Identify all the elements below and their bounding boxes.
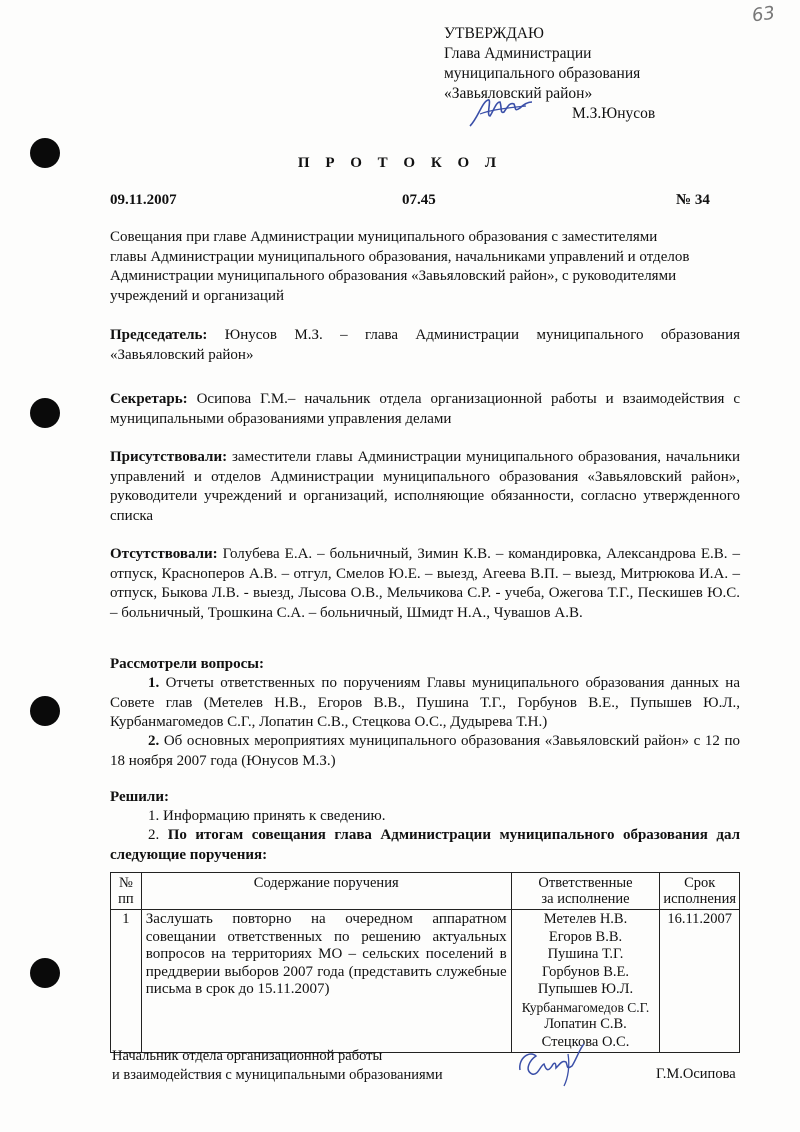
responsible-person: Горбунов В.Е. <box>542 963 629 980</box>
row-number: 1 <box>111 910 142 1053</box>
chairman-text: Юнусов М.З. – глава Администрации муниципального образования «Завьяловский район» <box>110 327 740 363</box>
header-content: Содержание поручения <box>141 873 511 910</box>
protocol-subject: Совещания при главе Администрации муниципального образования с заместителями главы Администрации муниципального образования, начальниками управлений и отделов Администрации муниципального образования «Завьяловский район», с руководителями учреждений и организаций <box>110 229 690 304</box>
footer-position <box>112 1047 443 1085</box>
header-resp-line: за исполнение <box>541 891 630 907</box>
secretary-text: Осипова Г.М.– начальник отдела организационной работы и взаимодействия с муниципальными образованиями управления делами <box>110 391 740 427</box>
row-responsible <box>511 910 660 1053</box>
decided-heading: Решили: <box>110 789 169 805</box>
approval-line: «Завьяловский район» <box>444 85 593 102</box>
considered-item-2 <box>110 732 740 771</box>
responsible-person: Курбанмагомедов С.Г. <box>521 999 650 1015</box>
absent-text: Голубева Е.А. – больничный, Зимин К.В. – командировка, Александрова Е.В. – отпуск, Красноперов А.В. – отгул, Смелов Ю.Е. – выезд, Агеева В.П. – выезд, Митрюкова И.А. – отпуск, Быкова Л.В. - выезд, Лысова О.В., Мельчикова С.Р. - учеба, Ожегова Т.Г., Пескишев Ю.С. – больничный, Трошкина С.А. – больничный, Шмидт Н.А., Чувашов А.В. <box>110 546 740 621</box>
considered-item-1 <box>110 674 740 733</box>
considered-item-2-text: Об основных мероприятиях муниципального образования «Завьяловский район» с 12 по 18 ноября 2007 года (Юнусов М.З.) <box>110 733 740 769</box>
header-no-line: пп <box>118 891 134 907</box>
row-term: 16.11.2007 <box>660 910 740 1053</box>
table-header-row <box>111 873 740 910</box>
protocol-number: № 34 <box>676 192 710 208</box>
table-row <box>111 910 740 1053</box>
signature-icon <box>510 1040 590 1088</box>
responsible-person: Метелев Н.В. <box>543 911 628 927</box>
header-resp-line: Ответственные <box>538 875 633 891</box>
decided-item-2 <box>110 826 740 865</box>
tasks-table <box>110 872 740 1053</box>
binder-hole <box>30 398 60 428</box>
responsible-person: Лопатин С.В. <box>544 1016 627 1032</box>
absent-paragraph <box>110 545 740 623</box>
footer-line: и взаимодействия с муниципальными образованиями <box>112 1067 443 1083</box>
page-number: 63 <box>750 2 777 27</box>
present-paragraph <box>110 448 740 526</box>
considered-heading: Рассмотрели вопросы: <box>110 656 265 672</box>
chairman-label: Председатель: <box>110 327 208 343</box>
secretary-label: Секретарь: <box>110 391 188 407</box>
considered-item-1-number: 1. <box>148 675 160 691</box>
responsible-person: Стецкова О.С. <box>541 1033 630 1050</box>
approval-line: Глава Администрации <box>444 45 592 62</box>
header-no <box>111 873 142 910</box>
approval-line: муниципального образования <box>444 65 641 82</box>
absent-label: Отсутствовали: <box>110 546 218 562</box>
decided-item-2-number: 2. <box>148 827 160 843</box>
header-term <box>660 873 740 910</box>
footer-signer: Г.М.Осипова <box>656 1066 736 1082</box>
present-label: Присутствовали: <box>110 449 228 465</box>
considered-item-2-number: 2. <box>148 733 160 749</box>
responsible-person: Пупышев Ю.Л. <box>537 981 634 997</box>
present-text: заместители главы Администрации муниципального образования, начальники управлений и отделов Администрации муниципального образования «Завьяловский район», руководители учреждений и организаций, исполняющие обязанности, согласно утвержденного списка <box>110 449 740 524</box>
header-no-line: № <box>118 875 133 891</box>
secretary-paragraph <box>110 390 740 429</box>
header-term-line: исполнения <box>663 891 736 907</box>
signature-icon <box>466 92 536 132</box>
footer-line: Начальник отдела организационной работы <box>112 1048 383 1064</box>
chairman-paragraph <box>110 326 740 365</box>
binder-hole <box>30 696 60 726</box>
protocol-date: 09.11.2007 <box>110 192 177 208</box>
responsible-person: Егоров В.В. <box>548 928 623 945</box>
approval-line: УТВЕРЖДАЮ <box>444 25 544 42</box>
decided-item-2-text: По итогам совещания глава Администрации муниципального образования дал следующие поручения: <box>110 827 740 863</box>
approval-signer: М.З.Юнусов <box>572 105 656 122</box>
responsible-person: Пушина Т.Г. <box>547 946 624 962</box>
header-term-line: Срок <box>684 875 716 891</box>
decided-item-1: 1. Информацию принять к сведению. <box>148 808 386 824</box>
binder-hole <box>30 958 60 988</box>
protocol-code: 07.45 <box>402 192 436 208</box>
header-responsible <box>511 873 660 910</box>
row-content: Заслушать повторно на очередном аппаратном совещании ответственных по решению актуальных вопросов на территориях МО – сельских поселений в преддверии выборов 2007 года (представить служебные письма в срок до 15.11.2007) <box>141 910 511 1053</box>
considered-item-1-text: Отчеты ответственных по поручениям Главы муниципального образования данных на Совете глав (Метелев Н.В., Егоров В.В., Пушина Т.Г., Горбунов В.Е., Пупышев Ю.Л., Курбанмагомедов С.Г., Лопатин С.В., Стецкова О.С., Дудырева Т.Н.) <box>110 675 740 730</box>
document-title: П Р О Т О К О Л <box>297 155 503 171</box>
